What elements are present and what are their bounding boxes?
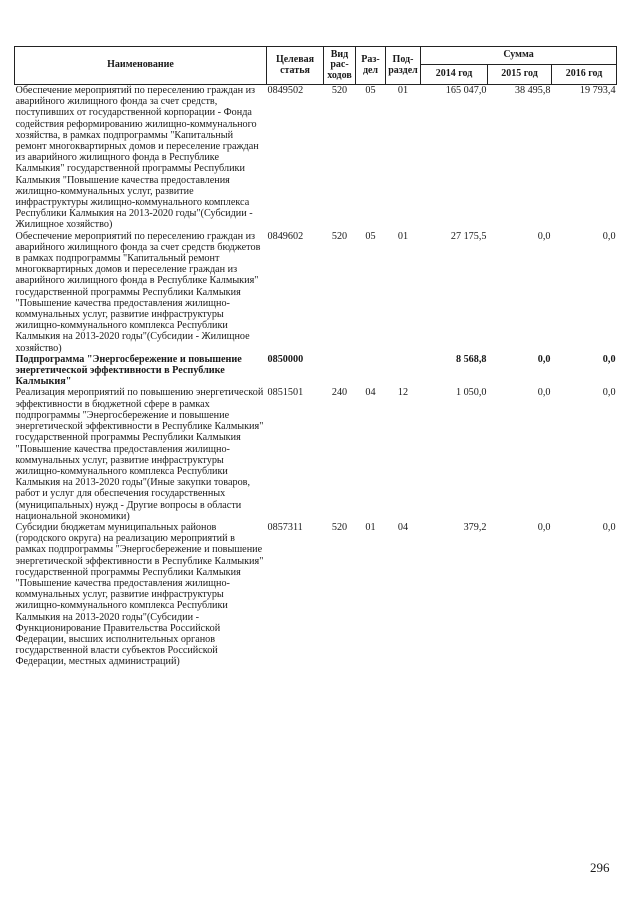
row-name: Подпрограмма "Энергосбережение и повышение энергетической эффективности в Республике Калмыкия" (15, 353, 242, 388)
row-sum-2014: 1 050,0 (455, 387, 487, 399)
budget-table (14, 46, 617, 668)
row-sum-2015: 38 495,8 (514, 85, 551, 96)
row-section: 01 (365, 521, 376, 533)
row-sum-2016: 0,0 (602, 387, 616, 399)
row-target-code: 0857311 (267, 521, 303, 533)
header-type: Вид рас-ходов (324, 47, 356, 85)
row-target-code: 0851501 (267, 387, 304, 399)
page-number: 296 (590, 860, 610, 875)
row-section: 05 (365, 85, 376, 96)
row-sum-2015: 0,0 (537, 387, 551, 399)
table-row (15, 231, 617, 354)
row-name: Реализация мероприятий по повышению энергетической эффективности в бюджетной сфере в рамках подпрограммы "Энергосбережение и повышение энергетической эффективности в Республике Калмыкия" государственной программы Республики Калмыкия "Повышение качества предоставления жилищно-коммунальных услуг, развитие инфраструктуры жилищно-коммунального комплекса Республики Калмыкия на 2013-2020 годы"(Иные закупки товаров, работ и услуг для обеспечения государственных (муниципальных) нужд - Другие вопросы в области национальной экономики) (15, 387, 264, 522)
row-name: Субсидии бюджетам муниципальных районов (городского округа) на реализацию мероприятий в рамках подпрограммы "Энергосбережение и повышение энергетической эффективности в Республике Калмыкия" государственной программы Республики Калмыкия "Повышение качества предоставления жилищно-коммунальных услуг, развитие инфраструктуры жилищно-коммунального комплекса Республики Калмыкия на 2013-2020 годы"(Субсидии - Функционирование Правительства Российской Федерации, высших исполнительных органов государственной власти субъектов Российской Федерации, местных администраций) (15, 521, 264, 668)
row-target-code: 0849502 (267, 85, 304, 96)
row-target-code: 0849602 (267, 230, 304, 242)
row-sum-2016: 0,0 (602, 521, 616, 533)
table-row-subprogram (15, 354, 617, 388)
row-sum-2015: 0,0 (537, 230, 551, 242)
row-sum-2016: 0,0 (602, 230, 616, 242)
row-name: Обеспечение мероприятий по переселению граждан из аварийного жилищного фонда за счет средств бюджетов в рамках подпрограммы "Капитальный ремонт многоквартирных домов и переселение граждан из аварийного жилищного фонда в Республике Калмыкия" государственной программы Республики Калмыкия "Повышение качества предоставления жилищно-коммунальных услуг, развитие инфраструктуры жилищно-коммунального комплекса Республики Калмыкия на 2013-2020 годы"(Субсидии - Жилищное хозяйство) (15, 230, 261, 354)
header-year-2016: 2016 год (552, 65, 617, 85)
row-sum-2015: 0,0 (537, 353, 551, 365)
row-subsection (386, 354, 421, 388)
header-target: Целевая статья (267, 47, 324, 85)
row-subsection: 01 (397, 85, 409, 96)
row-sum-2014: 27 175,5 (450, 230, 487, 242)
header-year-2015: 2015 год (488, 65, 552, 85)
row-subsection: 12 (397, 387, 409, 399)
row-expense-type (324, 354, 356, 388)
row-sum-2014: 379,2 (463, 521, 487, 533)
row-name: Обеспечение мероприятий по переселению граждан из аварийного жилищного фонда за счет средств, поступивших от государственной корпорации - Фонда содействия реформированию жилищно-коммунального хозяйства, в рамках подпрограммы "Капитальный ремонт многоквартирных домов и переселение граждан из аварийного жилищного фонда в Республике Калмыкия" государственной программы Республики Калмыкия "Повышение качества предоставления жилищно-коммунальных услуг, развитие инфраструктуры жилищно-коммунального комплекса Республики Калмыкия на 2013-2020 годы"(Субсидии - Жилищное хозяйство) (15, 85, 259, 231)
table-row (15, 522, 617, 668)
header-year-2014: 2014 год (421, 65, 488, 85)
row-sum-2016: 0,0 (602, 353, 616, 365)
row-expense-type: 520 (331, 85, 348, 96)
row-section: 05 (365, 230, 376, 242)
row-expense-type: 520 (331, 521, 348, 533)
table-row (15, 387, 617, 521)
header-section: Раз-дел (356, 47, 386, 85)
header-subsection: Под-раздел (386, 47, 421, 85)
table-row (15, 85, 617, 231)
row-sum-2014: 165 047,0 (445, 85, 487, 96)
row-section (356, 354, 386, 388)
row-target-code: 0850000 (267, 353, 304, 365)
row-expense-type: 240 (331, 387, 348, 399)
row-subsection: 01 (397, 230, 409, 242)
row-section: 04 (365, 387, 376, 399)
row-sum-2016: 19 793,4 (579, 85, 616, 96)
row-sum-2015: 0,0 (537, 521, 551, 533)
row-sum-2014: 8 568,8 (455, 353, 487, 365)
header-name: Наименование (15, 47, 267, 85)
row-expense-type: 520 (331, 230, 348, 242)
header-sum: Сумма (421, 47, 617, 65)
row-subsection: 04 (397, 521, 409, 533)
